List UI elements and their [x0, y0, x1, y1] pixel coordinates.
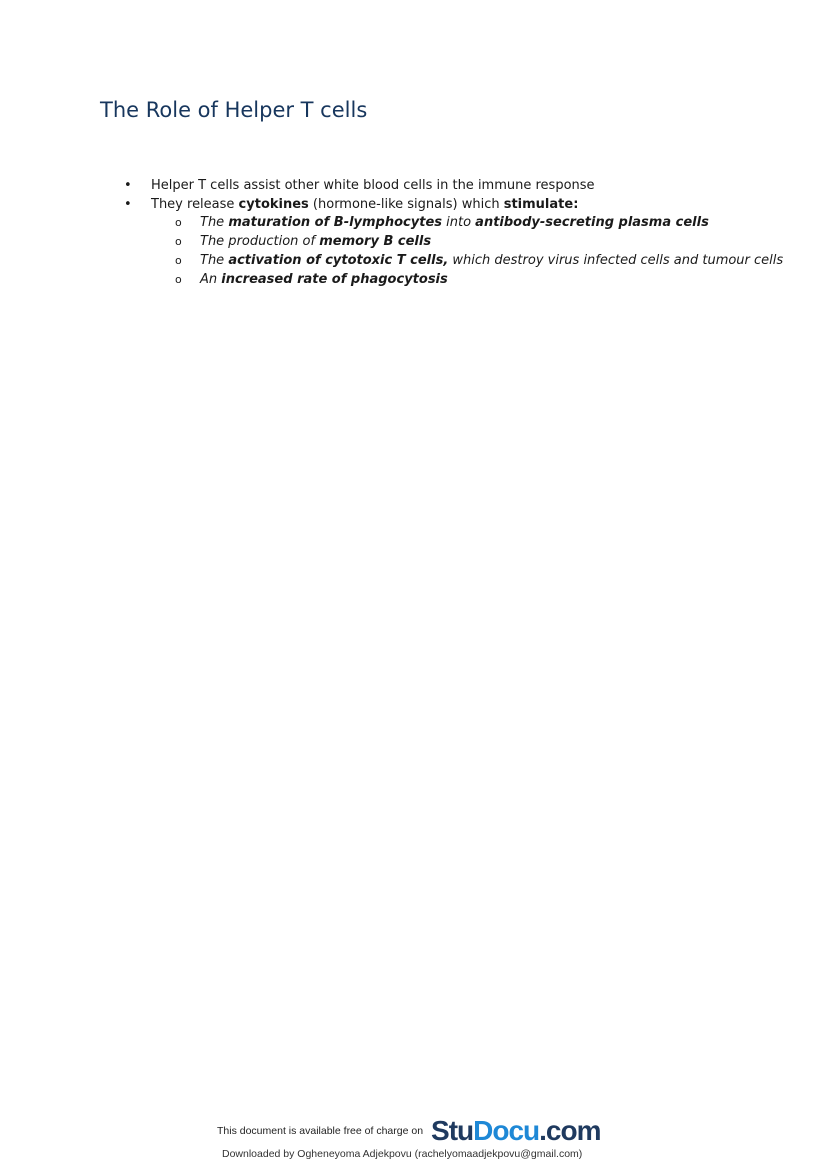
logo-text-com: .com [539, 1115, 601, 1146]
bold-text-segment: activation of cytotoxic T cells, [228, 253, 449, 268]
sub-bullet-item [200, 272, 448, 288]
bold-text-segment: increased rate of phagocytosis [221, 272, 448, 287]
logo-text-stu: Stu [431, 1115, 474, 1146]
sub-bullet-marker: o [175, 216, 182, 229]
text-segment: into [442, 215, 476, 230]
text-segment: An [200, 272, 222, 287]
page-title: The Role of Helper T cells [100, 98, 368, 122]
bullet-item [151, 197, 578, 213]
text-segment: The production of [200, 234, 320, 249]
text-segment: Helper T cells assist other white blood cells in the immune response [151, 178, 595, 193]
sub-bullet-item [200, 253, 783, 269]
bold-text-segment: antibody-secreting plasma cells [475, 215, 709, 230]
footer-availability [217, 1116, 601, 1146]
sub-bullet-marker: o [175, 254, 182, 267]
text-segment: which destroy virus infected cells and tumour cells [448, 253, 784, 268]
text-segment: (hormone-like signals) which [308, 197, 504, 212]
studocu-logo[interactable] [431, 1116, 600, 1146]
sub-bullet-marker: o [175, 235, 182, 248]
sub-bullet-item [200, 234, 431, 250]
bold-text-segment: stimulate: [503, 197, 579, 212]
bullet-item [151, 178, 595, 194]
bold-text-segment: maturation of B-lymphocytes [228, 215, 442, 230]
bullet-marker: • [124, 197, 132, 212]
download-notice: Downloaded by Ogheneyoma Adjekpovu (rachelyomaadjekpovu@gmail.com) [222, 1148, 583, 1160]
sub-bullet-marker: o [175, 273, 182, 286]
logo-text-docu: Docu [473, 1115, 540, 1146]
sub-bullet-item [200, 215, 709, 231]
bold-text-segment: cytokines [238, 197, 309, 212]
bullet-marker: • [124, 178, 132, 193]
text-segment: The [200, 253, 229, 268]
text-segment: They release [151, 197, 239, 212]
bold-text-segment: memory B cells [319, 234, 432, 249]
availability-text: This document is available free of charge on [217, 1125, 424, 1137]
text-segment: The [200, 215, 229, 230]
